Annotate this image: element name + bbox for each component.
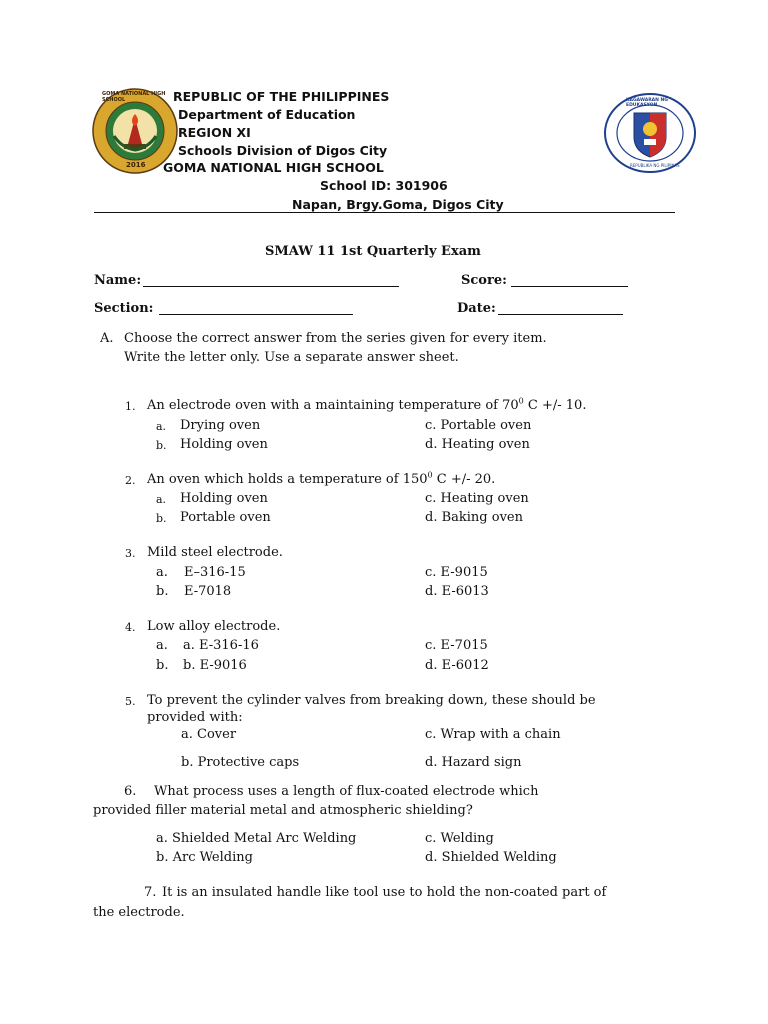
right-seal-text: KAGAWARAN NG EDUKASYON — [626, 98, 668, 108]
question-3-text: Mild steel electrode. — [147, 545, 283, 560]
school-id: School ID: 301906 — [320, 178, 448, 193]
question-1-text: An electrode oven with a maintaining temperature of $70^0$ C +/- 10. — [147, 396, 587, 413]
question-7-text-line-1: It is an insulated handle like tool use to hold the non-coated part of — [162, 885, 607, 900]
question-4-option-d: d. E-6012 — [425, 658, 489, 673]
question-5-option-c: c. Wrap with a chain — [425, 727, 561, 742]
instructions-line-2: Write the letter only. Use a separate answer sheet. — [124, 350, 459, 365]
question-4-option-b: b. E-9016 — [183, 658, 247, 673]
question-5-text-line-2: provided with: — [147, 710, 243, 725]
question-3-b-letter: b. — [156, 584, 169, 599]
question-1-option-c: c. Portable oven — [425, 418, 532, 433]
question-2-option-c: c. Heating oven — [425, 491, 529, 506]
header-divider — [94, 212, 675, 213]
question-2-option-d: d. Baking oven — [425, 510, 523, 525]
question-6-option-d: d. Shielded Welding — [425, 850, 557, 865]
question-4-a-letter: a. — [156, 638, 168, 653]
question-4-number: 4. — [125, 621, 136, 634]
date-label: Date: — [457, 301, 496, 316]
instructions-letter: A. — [100, 331, 114, 346]
question-4-option-a: a. E-316-16 — [183, 638, 259, 653]
score-field-line[interactable] — [511, 286, 628, 287]
question-5-option-b: b. Protective caps — [181, 755, 300, 770]
question-4-b-letter: b. — [156, 658, 169, 673]
division-heading: Schools Division of Digos City — [178, 143, 388, 158]
question-2-option-b: Portable oven — [180, 510, 271, 525]
question-3-a-letter: a. — [156, 565, 168, 580]
question-6-option-c: c. Welding — [425, 831, 494, 846]
question-1-option-a: Drying oven — [180, 418, 261, 433]
question-6-text-line-2: provided filler material metal and atmospheric shielding? — [93, 803, 473, 818]
question-2-text: An oven which holds a temperature of $150^0$ C +/- 20. — [147, 470, 496, 487]
region-heading: REGION XI — [178, 125, 251, 140]
question-3-option-d: d. E-6013 — [425, 584, 489, 599]
question-7-text-line-2: the electrode. — [93, 905, 185, 920]
question-1-option-d: d. Heating oven — [425, 437, 530, 452]
exam-title: SMAW 11 1st Quarterly Exam — [265, 244, 481, 259]
department-heading: Department of Education — [178, 107, 356, 122]
question-6-text-line-1: What process uses a length of flux-coated electrode which — [154, 784, 539, 799]
school-heading: GOMA NATIONAL HIGH SCHOOL — [163, 160, 384, 175]
score-label: Score: — [461, 273, 507, 288]
question-1-number: 1. — [125, 400, 136, 413]
section-field-line[interactable] — [159, 314, 353, 315]
question-5-option-a: a. Cover — [181, 727, 237, 742]
question-1-option-b: Holding oven — [180, 437, 268, 452]
republic-heading: REPUBLIC OF THE PHILIPPINES — [173, 89, 390, 104]
question-3-option-a: E–316-15 — [184, 565, 246, 580]
question-6-number: 6. — [124, 784, 137, 799]
question-6-option-b: b. Arc Welding — [156, 850, 253, 865]
question-4-text: Low alloy electrode. — [147, 619, 281, 634]
name-field-line[interactable] — [143, 286, 399, 287]
question-2-b-letter: b. — [156, 512, 167, 525]
question-5-number: 5. — [125, 695, 136, 708]
question-5-option-d: d. Hazard sign — [425, 755, 522, 770]
section-label: Section: — [94, 301, 154, 316]
name-label: Name: — [94, 273, 142, 288]
date-field-line[interactable] — [498, 314, 623, 315]
question-1-a-letter: a. — [156, 420, 167, 433]
instructions-line-1: Choose the correct answer from the series given for every item. — [124, 331, 547, 346]
question-2-option-a: Holding oven — [180, 491, 268, 506]
question-1-b-letter: b. — [156, 439, 167, 452]
question-4-option-c: c. E-7015 — [425, 638, 488, 653]
question-3-option-b: E-7018 — [184, 584, 232, 599]
question-3-number: 3. — [125, 547, 136, 560]
question-5-text-line-1: To prevent the cylinder valves from breaking down, these should be — [147, 693, 596, 708]
right-seal-bottom-text: REPUBLIKA NG PILIPINAS — [630, 163, 680, 168]
left-seal-text: GOMA NATIONAL HIGH SCHOOL — [102, 91, 166, 103]
question-6-option-a: a. Shielded Metal Arc Welding — [156, 831, 357, 846]
school-address: Napan, Brgy.Goma, Digos City — [292, 197, 504, 212]
left-seal-year: 2016 — [126, 161, 146, 169]
question-2-number: 2. — [125, 474, 136, 487]
question-3-option-c: c. E-9015 — [425, 565, 488, 580]
question-2-a-letter: a. — [156, 493, 167, 506]
deped-seal-logo — [604, 93, 696, 173]
question-7-number: 7. — [144, 885, 157, 900]
